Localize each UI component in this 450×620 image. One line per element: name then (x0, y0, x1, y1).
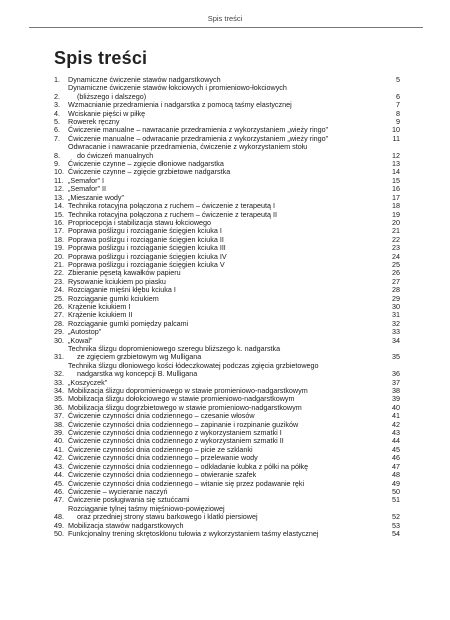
toc-entry-title-line: Ćwiczenie czynności dnia codziennego – przelewanie wody (68, 453, 258, 463)
toc-entry-page-number: 42 (392, 419, 400, 429)
toc-entry-page-number: 30 (392, 301, 400, 311)
toc-entry-number: 46. (54, 486, 64, 496)
toc-entry-title-line: Rysowanie kciukiem po piasku (68, 276, 166, 286)
toc-entry[interactable] (54, 84, 400, 101)
toc-entry-number: 11. (54, 175, 64, 185)
toc-entry-number: 15. (54, 209, 64, 219)
toc-entry-title (68, 168, 390, 176)
header-rule (29, 27, 423, 28)
toc-entry-number: 18. (54, 234, 64, 244)
toc-entry-page-number: 34 (392, 335, 400, 345)
toc-entry-title-line: Rozciąganie tylnej taśmy mięśniowo-powięziowej (68, 503, 225, 513)
toc-entry-page-number: 46 (392, 453, 400, 463)
table-of-contents (54, 76, 400, 538)
toc-entry[interactable] (54, 362, 400, 379)
toc-entry-number: 44. (54, 470, 64, 480)
toc-entry-number: 33. (54, 377, 64, 387)
page-title: Spis treści (54, 48, 148, 68)
toc-entry-page-number: 26 (392, 268, 400, 278)
toc-entry-number: 42. (54, 453, 64, 463)
toc-entry-title-line: Ćwiczenie czynności dnia codziennego – otwieranie szafek (68, 470, 257, 480)
toc-entry-page-number: 39 (392, 394, 400, 404)
toc-entry[interactable] (54, 168, 400, 176)
toc-entry-title-line: Poprawa poślizgu i rozciąganie ścięgien kciuka III (68, 243, 226, 253)
toc-entry-page-number: 35 (392, 352, 400, 362)
toc-entry-title-line: „Semafor” I (68, 175, 104, 185)
toc-entry-title (68, 84, 390, 101)
toc-entry[interactable] (54, 505, 400, 522)
toc-entry-title-line: Ćwiczenie czynności dnia codziennego – witanie się przez podawanie ręki (68, 478, 305, 488)
toc-entry-page-number: 23 (392, 243, 400, 253)
toc-entry-number: 2. (54, 91, 60, 101)
toc-entry[interactable] (54, 320, 400, 328)
toc-entry-title-line: Mobilizacja ślizgu dogrzbietowego w stawie promieniowo-nadgarstkowym (68, 402, 302, 412)
toc-entry-number: 4. (54, 108, 60, 118)
toc-entry-number: 21. (54, 259, 64, 269)
running-header: Spis treści (207, 14, 243, 23)
toc-entry-page-number: 19 (392, 209, 400, 219)
toc-entry-page-number: 54 (392, 528, 400, 538)
toc-entry-number: 29. (54, 327, 64, 337)
toc-entry-title (68, 177, 390, 185)
toc-entry-title-line: Technika ślizgu dopromieniowego szeregu bliższego k. nadgarstka (68, 344, 281, 353)
toc-entry-title-line: Ćwiczenie czynności dnia codziennego – zapinanie i rozpinanie guzików (68, 419, 299, 429)
toc-entry-page-number: 8 (396, 108, 400, 118)
toc-entry-title-line: Rowerek ręczny (68, 117, 120, 127)
toc-entry-number: 6. (54, 125, 60, 135)
toc-entry-number: 45. (54, 478, 64, 488)
toc-entry-number: 35. (54, 394, 64, 404)
toc-entry-page-number: 7 (396, 100, 400, 110)
toc-entry-number: 47. (54, 495, 64, 505)
toc-entry-page-number: 45 (392, 444, 400, 454)
toc-entry-number: 7. (54, 133, 60, 143)
toc-entry-page-number: 52 (392, 512, 400, 522)
toc-entry-number: 50. (54, 528, 64, 538)
toc-entry-number: 19. (54, 243, 64, 253)
toc-entry-title-line: Poprawa poślizgu i rozciąganie ścięgien kciuka V (68, 259, 225, 269)
toc-entry-title-line: do ćwiczeń manualnych (77, 150, 154, 160)
toc-entry-number: 32. (54, 369, 64, 379)
toc-entry-page-number: 40 (392, 402, 400, 412)
toc-entry-number: 22. (54, 268, 64, 278)
toc-entry-title-line: (bliższego i dalszego) (77, 91, 147, 101)
toc-entry-number: 9. (54, 159, 60, 169)
toc-entry-number: 49. (54, 520, 64, 530)
toc-entry-number: 13. (54, 192, 64, 202)
toc-entry-number: 5. (54, 117, 60, 127)
toc-entry-number: 3. (54, 100, 60, 110)
toc-entry-title-line: Technika rotacyjna połączona z ruchem – ćwiczenie z terapeutą I (68, 201, 275, 211)
toc-entry-number: 17. (54, 226, 64, 236)
toc-entry-number: 30. (54, 335, 64, 345)
toc-entry-title-line: „Kowal” (68, 335, 93, 345)
toc-entry-title-line: „Koszyczek” (68, 377, 108, 387)
toc-entry-number: 27. (54, 310, 64, 320)
toc-entry-title-line: Wciskanie pięści w piłkę (68, 108, 146, 118)
toc-entry-page-number: 13 (392, 159, 400, 169)
toc-entry-page-number: 41 (392, 411, 400, 421)
toc-entry-title (68, 362, 390, 379)
toc-entry-title-line: Ćwiczenie manualne – nawracanie przedramienia z wykorzystaniem „wieży ringo” (68, 125, 329, 135)
toc-entry-number: 41. (54, 444, 64, 454)
toc-entry-number: 26. (54, 301, 64, 311)
toc-entry-page-number: 32 (392, 318, 400, 328)
toc-entry-number: 38. (54, 419, 64, 429)
toc-entry-title-line: Funkcjonalny trening skrętoskłonu tułowia z wykorzystaniem taśmy elastycznej (68, 528, 319, 538)
toc-entry-title-line: Ćwiczenie czynności dnia codziennego z wykorzystaniem szmatki I (68, 428, 282, 438)
toc-entry-number: 40. (54, 436, 64, 446)
toc-entry-title-line: Propriocepcja i stabilizacja stawu łokciowego (68, 217, 212, 227)
toc-entry-title-line: Mobilizacja stawów nadgarstkowych (68, 520, 184, 530)
toc-entry-title-line: Ćwiczenie czynności dnia codziennego – picie ze szklanki (68, 444, 253, 454)
toc-entry-number: 48. (54, 512, 64, 522)
toc-entry-title-line: Ćwiczenie czynności dnia codziennego z wykorzystaniem szmatki II (68, 436, 284, 446)
toc-entry-title-line: Poprawa poślizgu i rozciąganie ścięgien kciuka I (68, 226, 222, 236)
toc-entry-page-number: 47 (392, 461, 400, 471)
toc-entry-page-number: 48 (392, 470, 400, 480)
toc-entry-title (68, 143, 390, 160)
toc-entry-title-line: Poprawa poślizgu i rozciąganie ścięgien kciuka II (68, 234, 224, 244)
toc-entry-page-number: 31 (392, 310, 400, 320)
toc-entry-page-number: 50 (392, 486, 400, 496)
toc-entry-title-line: Odwracanie i nawracanie przedramienia, ćwiczenie z wykorzystaniem stołu (68, 142, 308, 152)
toc-entry-page-number: 21 (392, 226, 400, 236)
toc-entry-page-number: 11 (392, 133, 400, 143)
toc-entry-page-number: 33 (392, 327, 400, 337)
toc-entry-title-line: Mobilizacja ślizgu dołokciowego w stawie promieniowo-nadgarstkowym (68, 394, 295, 404)
toc-entry[interactable] (54, 328, 400, 336)
toc-entry-title-line: „Autostop” (68, 327, 102, 337)
toc-entry-number: 31. (54, 352, 64, 362)
toc-entry-page-number: 17 (392, 192, 400, 202)
toc-entry-title (68, 530, 390, 538)
toc-entry-title-line: Krążenie kciukiem I (68, 301, 131, 311)
toc-entry-title-line: „Mieszanie wody” (68, 192, 124, 202)
toc-entry-page-number: 14 (392, 167, 400, 177)
toc-entry-number: 39. (54, 428, 64, 438)
toc-entry-title-line: Rozciąganie mięśni kłębu kciuka I (68, 285, 176, 295)
toc-entry-page-number: 18 (392, 201, 400, 211)
toc-entry-title-line: Zbieranie pęsetą kawałków papieru (68, 268, 181, 278)
toc-entry-page-number: 5 (396, 75, 400, 84)
toc-entry-title-line: Ćwiczenie czynne – zgięcie dłoniowe nadgarstka (68, 159, 224, 169)
toc-entry-page-number: 9 (396, 117, 400, 127)
toc-entry-page-number: 24 (392, 251, 400, 261)
toc-entry-number: 37. (54, 411, 64, 421)
toc-entry-page-number: 22 (392, 234, 400, 244)
toc-entry-page-number: 15 (392, 175, 400, 185)
toc-entry-page-number: 12 (392, 150, 400, 160)
toc-entry-title-line: nadgarstka wg koncepcji B. Mulligana (77, 369, 198, 379)
toc-entry-page-number: 28 (392, 285, 400, 295)
toc-entry-page-number: 37 (392, 377, 400, 387)
toc-entry-number: 34. (54, 386, 64, 396)
toc-entry-title-line: „Semafor” II (68, 184, 106, 194)
toc-entry-number: 28. (54, 318, 64, 328)
toc-entry[interactable] (54, 345, 400, 362)
toc-entry-title-line: Poprawa poślizgu i rozciąganie ścięgien kciuka IV (68, 251, 227, 261)
toc-entry-page-number: 36 (392, 369, 400, 379)
toc-entry-number: 43. (54, 461, 64, 471)
toc-entry[interactable] (54, 143, 400, 160)
toc-entry-number: 1. (54, 75, 60, 84)
toc-entry-number: 14. (54, 201, 64, 211)
toc-entry-title-line: Technika ślizgu dłoniowego kości łódeczkowatej podczas zgięcia grzbietowego (68, 360, 319, 370)
toc-entry-number: 12. (54, 184, 64, 194)
toc-entry-number: 8. (54, 150, 60, 160)
toc-entry-page-number: 44 (392, 436, 400, 446)
toc-entry-title-line: Ćwiczenie czynności dnia codziennego – czesanie włosów (68, 411, 255, 421)
toc-entry-page-number: 20 (392, 217, 400, 227)
toc-entry-title-line: Wzmacnianie przedramienia i nadgarstka z pomocą taśmy elastycznej (68, 100, 292, 110)
toc-entry-page-number: 29 (392, 293, 400, 303)
toc-entry-title-line: ze zgięciem grzbietowym wg Mulligana (77, 352, 202, 362)
toc-entry-number: 25. (54, 293, 64, 303)
toc-entry-title-line: Rozciąganie gumki pomiędzy palcami (68, 318, 189, 328)
toc-entry-title-line: oraz przedniej strony stawu barkowego i klatki piersiowej (77, 512, 258, 522)
toc-entry-number: 10. (54, 167, 64, 177)
toc-entry-page-number: 49 (392, 478, 400, 488)
toc-entry-page-number: 25 (392, 259, 400, 269)
toc-entry-page-number: 16 (392, 184, 400, 194)
toc-entry-page-number: 10 (392, 125, 400, 135)
toc-entry-number: 20. (54, 251, 64, 261)
toc-entry-title-line: Ćwiczenie manualne – odwracanie przedramienia z wykorzystaniem „wieży ringo” (68, 133, 329, 143)
toc-entry-title-line: Ćwiczenie posługiwania się sztućcami (68, 495, 190, 505)
toc-entry-number: 36. (54, 402, 64, 412)
toc-entry-title-line: Dynamiczne ćwiczenie stawów nadgarstkowych (68, 75, 221, 84)
toc-entry-title (68, 505, 390, 522)
toc-entry-page-number: 6 (396, 91, 400, 101)
toc-entry-number: 16. (54, 217, 64, 227)
toc-entry[interactable] (54, 530, 400, 538)
toc-entry-page-number: 38 (392, 386, 400, 396)
toc-entry-page-number: 51 (392, 495, 400, 505)
toc-entry-number: 24. (54, 285, 64, 295)
toc-entry-title (68, 328, 390, 336)
toc-entry-title-line: Ćwiczenie czynności dnia codziennego – odkładanie kubka z półki na półkę (68, 461, 309, 471)
toc-entry-title-line: Krążenie kciukiem II (68, 310, 133, 320)
toc-entry-page-number: 53 (392, 520, 400, 530)
toc-entry-title-line: Mobilizacja ślizgu dopromieniowego w stawie promieniowo-nadgarstkowym (68, 386, 308, 396)
toc-entry-number: 23. (54, 276, 64, 286)
toc-entry-title-line: Ćwiczenie – wycieranie naczyń (68, 486, 168, 496)
toc-entry-title-line: Rozciąganie gumki kciukiem (68, 293, 159, 303)
toc-entry-page-number: 43 (392, 428, 400, 438)
toc-entry-title-line: Dynamiczne ćwiczenie stawów łokciowych i promieniowo-łokciowych (68, 83, 287, 93)
toc-entry-title (68, 320, 390, 328)
toc-entry-title-line: Technika rotacyjna połączona z ruchem – ćwiczenie z terapeutą II (68, 209, 277, 219)
toc-entry-title (68, 345, 390, 362)
toc-entry-page-number: 27 (392, 276, 400, 286)
toc-entry-title-line: Ćwiczenie czynne – zgięcie grzbietowe nadgarstka (68, 167, 231, 177)
